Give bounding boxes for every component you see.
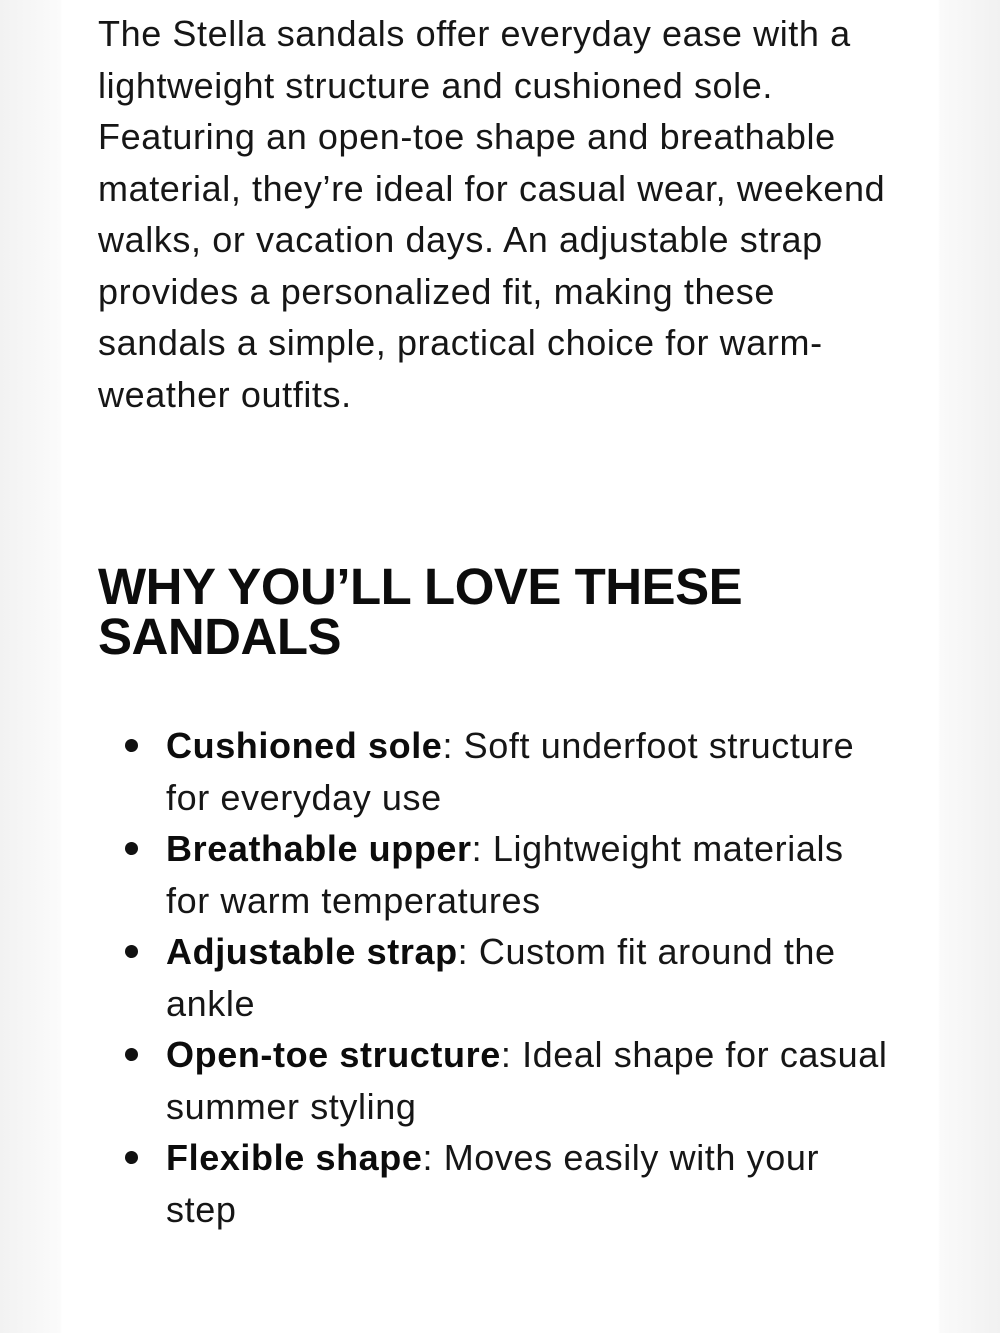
features-list [98, 720, 898, 1235]
product-description: The Stella sandals offer everyday ease with a lightweight structure and cushioned sole. Featuring an open-toe shape and breathable material, they’re ideal for casual wear, weekend walks, or vacation days. An adjustable strap provides a personalized fit, making these sandals a simple, practical choice for warm-weather outfits. [98, 13, 886, 415]
feature-separator: : [442, 725, 464, 766]
feature-name: Flexible shape [166, 1137, 423, 1178]
product-details-content [98, 8, 898, 1235]
feature-item-flexible-shape [98, 1132, 898, 1235]
feature-separator: : [422, 1137, 444, 1178]
bullet-icon [125, 739, 138, 752]
feature-item-breathable-upper [98, 823, 898, 926]
feature-text: Moves easily with your step [166, 1137, 820, 1230]
bullet-icon [125, 1048, 138, 1061]
feature-separator: : [500, 1034, 523, 1075]
bullet-icon [125, 945, 138, 958]
bullet-icon [125, 842, 138, 855]
feature-text: Lightweight materials for warm temperatures [166, 828, 844, 921]
feature-name: Breathable upper [166, 828, 472, 869]
bullet-icon [125, 1151, 138, 1164]
feature-text: Ideal shape for casual summer styling [166, 1034, 888, 1127]
feature-item-open-toe-structure [98, 1029, 898, 1132]
feature-name: Open-toe structure [166, 1034, 501, 1075]
feature-name: Cushioned sole [166, 725, 443, 766]
features-heading: WHY YOU’LL LOVE THESE SANDALS [98, 558, 743, 665]
feature-separator: : [471, 828, 493, 869]
feature-text: Custom fit around the ankle [166, 931, 836, 1024]
feature-text: Soft underfoot structure for everyday use [166, 725, 855, 818]
feature-item-cushioned-sole [98, 720, 898, 823]
feature-separator: : [457, 931, 479, 972]
feature-name: Adjustable strap [166, 931, 458, 972]
feature-item-adjustable-strap [98, 926, 898, 1029]
